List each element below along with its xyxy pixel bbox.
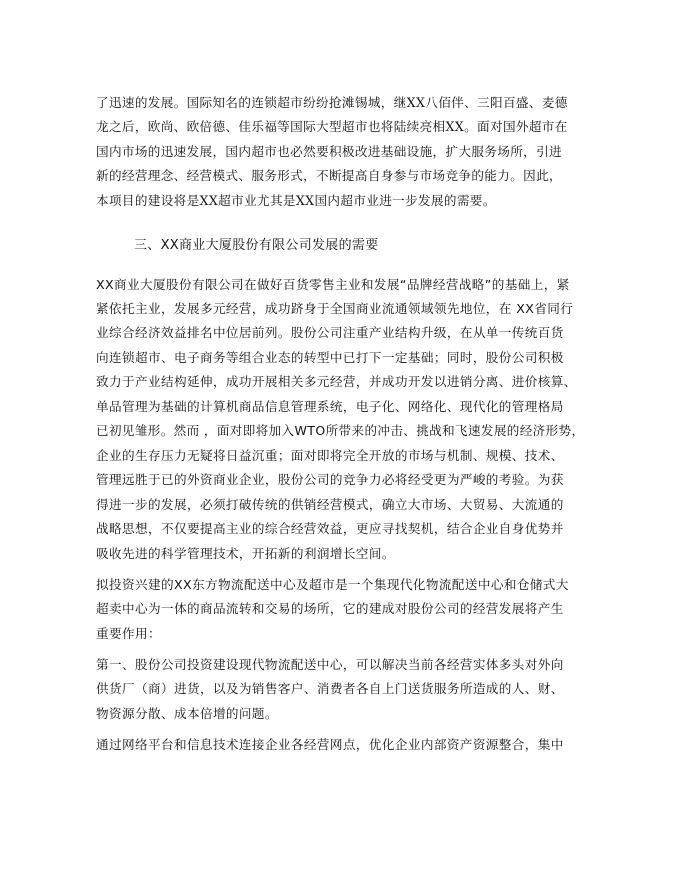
text-line: 吸收先进的科学管理技术，开拓新的利润增长空间。 xyxy=(96,546,395,561)
text-line: 供货厂（商）进货，以及为销售客户、消费者各自上门送货服务所造成的人、财、 xyxy=(96,681,564,696)
text-line: 业综合经济效益排名中位居前列。股份公司注重产业结构升级，在从单一传统百货 xyxy=(96,325,564,340)
text-line: 拟投资兴建的XX东方物流配送中心及超市是一个集现代化物流配送中心和仓储式大 xyxy=(96,577,569,592)
text-line: 单品管理为基础的计算机商品信息管理系统，电子化、网络化、现代化的管理格局 xyxy=(96,399,564,414)
text-line: 战略思想，不仅要提高主业的综合经营效益，更应寻找契机，结合企业自身优势并 xyxy=(96,521,564,536)
text-line: 得进一步的发展，必须打破传统的供销经营模式，确立大市场、大贸易、大流通的 xyxy=(96,497,564,512)
text-line: 国内市场的迅速发展，国内超市也必然要积极改进基础设施，扩大服务场所，引进 xyxy=(96,144,562,159)
text-line: 致力于产业结构延伸，成功开展相关多元经营，并成功开发以进销分离、进价核算、 xyxy=(96,374,577,389)
text-line: 超卖中心为一体的商品流转和交易的场所，它的建成对股份公司的经营发展将产生 xyxy=(96,601,564,616)
text-line: 已初见雏形。然而 ，面对即将加入WTO所带来的冲击、挑战和飞速发展的经济形势， xyxy=(96,423,585,438)
text-line: 了迅速的发展。国际知名的连锁超市纷纷抢滩锡城，继XX八佰伴、三阳百盛、麦德 xyxy=(96,95,568,110)
text-line: 龙之后，欧尚、欧倍德、佳乐福等国际大型超市也将陆续亮相XX。面对国外超市在 xyxy=(96,119,568,134)
text-line: XX商业大厦股份有限公司在做好百货零售主业和发展“品牌经营战略”的基础上，紧 xyxy=(96,277,570,292)
text-line: 新的经营理念、经营模式、服务形式，不断提高自身参与市场竞争的能力。因此， xyxy=(96,168,562,183)
text-line: 企业的生存压力无疑将日益沉重；面对即将完全开放的市场与机制、规模、技术、 xyxy=(96,448,564,463)
text-line: 紧依托主业，发展多元经营，成功跻身于全国商业流通领域领先地位，在 XX省同行 xyxy=(96,301,574,316)
text-line: 向连锁超市、电子商务等组合业态的转型中已打下一定基础；同时，股份公司积极 xyxy=(96,350,564,365)
text-line: 重要作用： xyxy=(96,626,161,641)
text-line: 第一、股份公司投资建设现代物流配送中心，可以解决当前各经营实体多头对外向 xyxy=(96,657,564,672)
text-line: 通过网络平台和信息技术连接企业各经营网点，优化企业内部资产资源整合，集中 xyxy=(96,737,564,752)
text-line: 物资源分散、成本倍增的问题。 xyxy=(96,706,278,721)
text-line: 管理远胜于已的外资商业企业，股份公司的竞争力必将经受更为严峻的考验。为获 xyxy=(96,472,564,487)
section-heading: 三、XX商业大厦股份有限公司发展的需要 xyxy=(134,238,379,253)
text-line: 本项目的建设将是XX超市业尤其是XX国内超市业进一步发展的需要。 xyxy=(96,193,496,208)
